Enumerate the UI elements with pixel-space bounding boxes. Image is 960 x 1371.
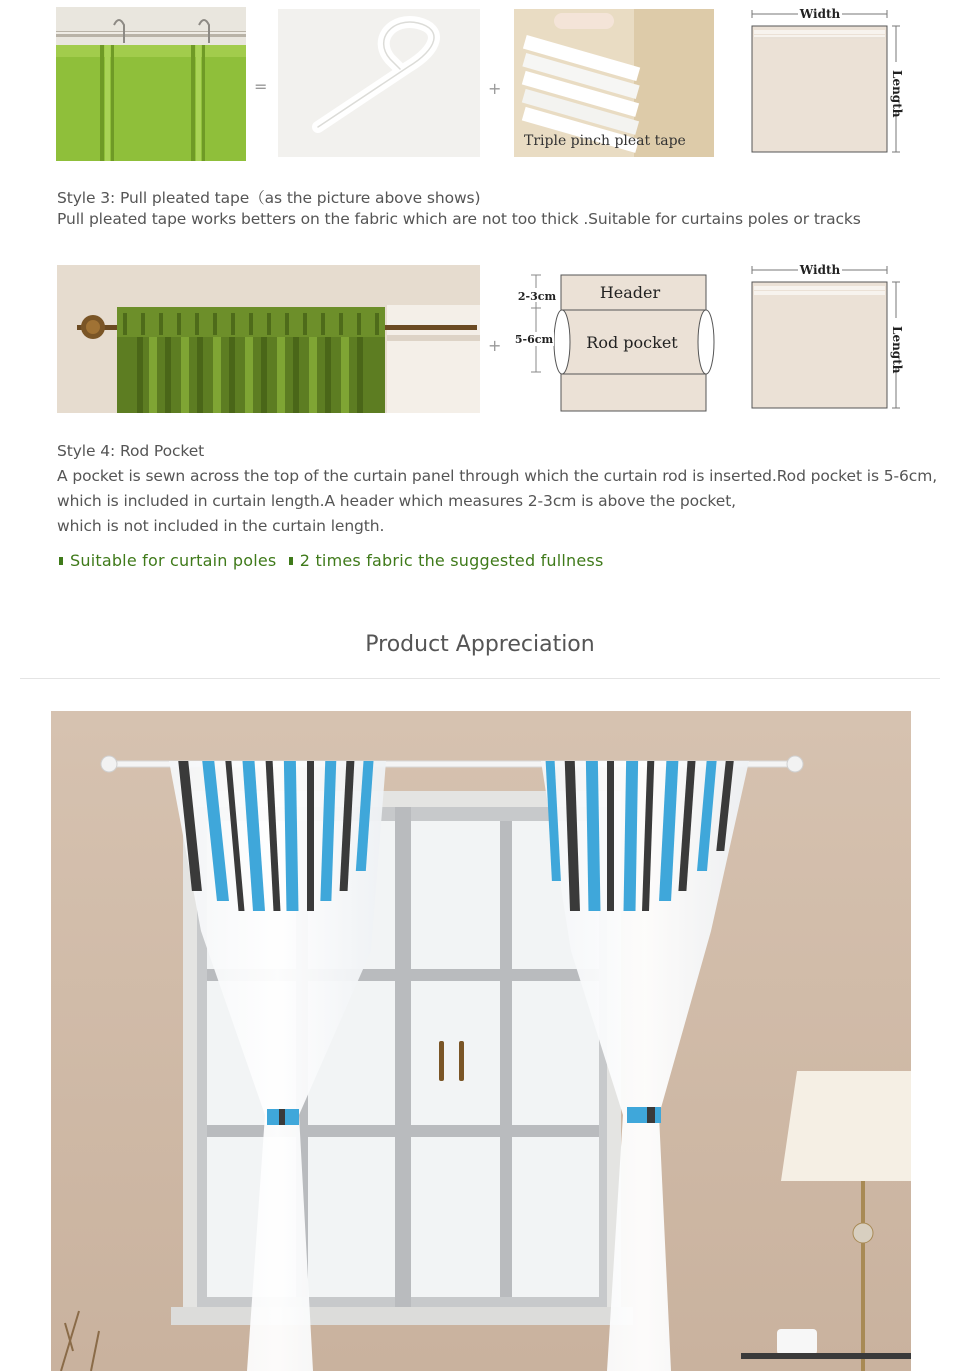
- plus-operator: +: [488, 79, 502, 98]
- header-label: Header: [599, 283, 661, 302]
- feature-poles: Suitable for curtain poles: [70, 551, 277, 570]
- header-size-label: 2-3cm: [517, 290, 557, 303]
- curtain-hook-photo: [278, 9, 480, 157]
- pleat-tape-photo: [514, 9, 714, 157]
- pinch-pleat-curtain-photo: [56, 7, 246, 161]
- bullet-icon: [289, 557, 293, 565]
- style4-description-line3: which is not included in the curtain length.: [57, 517, 385, 535]
- style3-heading: Style 3: Pull pleated tape（as the picture above shows): [57, 189, 481, 207]
- length-label-2: Length: [890, 326, 904, 374]
- size-diagram-top: [748, 2, 908, 158]
- pocket-size-label: 5-6cm: [514, 333, 554, 346]
- section-divider: [20, 678, 940, 679]
- plus-operator-style4: +: [488, 336, 502, 355]
- section-title: Product Appreciation: [365, 632, 595, 657]
- bullet-icon: [59, 557, 63, 565]
- length-label: Length: [890, 70, 904, 118]
- style4-description-line1: A pocket is sewn across the top of the curtain panel through which the curtain rod is inserted.Rod pocket is 5-6cm,: [57, 467, 938, 485]
- equals-operator: =: [254, 77, 268, 96]
- style4-features: [59, 551, 604, 570]
- product-photo: [51, 711, 911, 1371]
- width-label-2: Width: [799, 263, 841, 277]
- width-label: Width: [799, 7, 841, 21]
- rod-pocket-label: Rod pocket: [586, 333, 678, 352]
- rod-pocket-diagram: [512, 270, 720, 414]
- style3-description: Pull pleated tape works betters on the fabric which are not too thick .Suitable for curtains poles or tracks: [57, 210, 861, 228]
- size-diagram-bottom: [748, 258, 908, 414]
- feature-fullness: 2 times fabric the suggested fullness: [299, 551, 604, 570]
- pleat-tape-caption: Triple pinch pleat tape: [524, 133, 686, 149]
- style4-description-line2: which is included in curtain length.A header which measures 2-3cm is above the pocket,: [57, 492, 737, 510]
- style4-heading: Style 4: Rod Pocket: [57, 442, 205, 460]
- rod-pocket-curtain-photo: [57, 265, 480, 413]
